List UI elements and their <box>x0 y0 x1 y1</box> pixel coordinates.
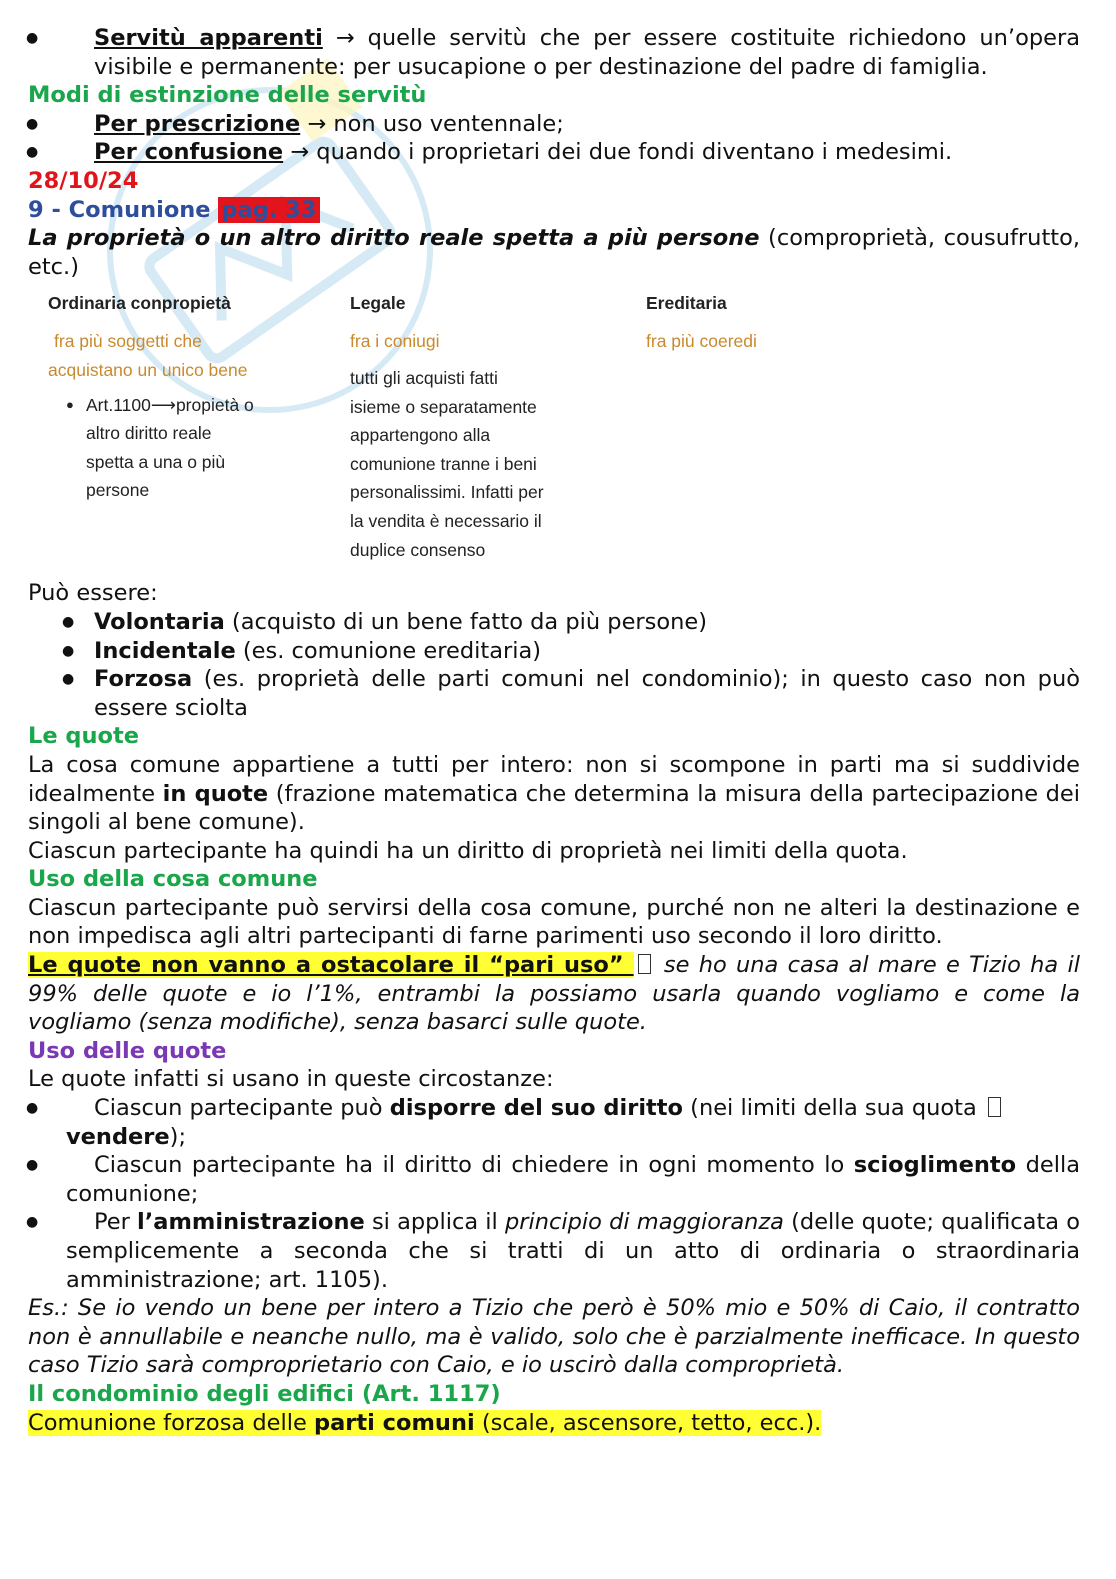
bullet-line: Art.1100⟶propietà o <box>86 394 254 415</box>
highlight-text <box>28 1410 821 1436</box>
text: (nei limiti della sua quota <box>683 1095 984 1122</box>
heading-quote: Le quote <box>28 723 140 750</box>
term: Per confusione <box>94 139 284 166</box>
bullet-icon: ● <box>26 1214 39 1231</box>
col-header: Ereditaria <box>646 293 727 314</box>
text-bold: in quote <box>162 780 269 807</box>
comunione-types-table <box>28 289 1080 579</box>
item-indent <box>66 1209 94 1235</box>
bullet-icon: ● <box>62 671 75 688</box>
item-text: → non uso ventennale; <box>300 110 564 137</box>
text-bold: disporre del suo diritto <box>389 1095 684 1122</box>
puo-essere-list <box>28 608 1080 722</box>
text-line: isieme o separatamente <box>350 396 537 417</box>
date-label: 28/10/24 <box>28 167 139 194</box>
item-text: (es. proprietà delle parti comuni nel condominio); in questo caso non può essere sciolta <box>94 666 1080 721</box>
text: Per <box>94 1209 138 1236</box>
section-title-text: 9 - Comunione <box>28 196 219 223</box>
bullet-icon: ● <box>26 30 39 46</box>
item-text: (acquisto di un bene fatto da più persone) <box>224 608 708 635</box>
item-text: → quelle servitù che per essere costituite richiedono un’opera visibile e permanente: per usucapione o per destinazione del padre di famiglia. <box>94 25 1081 80</box>
quote-paragraph <box>28 751 1080 837</box>
text: Ciascun partecipante può <box>94 1095 390 1122</box>
item-text: → quando i proprietari dei due fondi diventano i medesimi. <box>283 139 953 166</box>
col-ereditaria <box>646 289 906 356</box>
term-servitu-apparenti: Servitù apparenti <box>94 25 323 51</box>
col-sub: fra i coniugi <box>350 331 440 352</box>
section-title <box>28 196 1080 225</box>
document-page <box>28 24 1080 1437</box>
list-item <box>28 1094 1080 1151</box>
list-item <box>66 391 318 420</box>
list-item: persone <box>86 480 150 501</box>
text-line: la vendita è necessario il <box>350 510 542 531</box>
text-line: duplice consenso <box>350 539 486 560</box>
example-paragraph: Es.: Se io vendo un bene per intero a Tizio che però è 50% mio e 50% di Caio, il contratto non è annullabile e neanche nullo, ma è valido, solo che è parzialmente inefficace. In questo caso Tizio sarà comproprietario con Caio, e io uscirò dalla comproprietà. <box>28 1295 1080 1379</box>
bullet-icon: ● <box>62 642 75 659</box>
col-header: Ordinaria conpropietà <box>48 293 231 314</box>
text: Comunione forzosa delle <box>28 1409 314 1436</box>
item-indent <box>66 1095 94 1121</box>
italic-text: se ho una casa al mare e Tizio ha il 99% delle quote e io l’1%, entrambi la possiamo usarla quando vogliamo e come la vogliamo (senza modifiche), senza basarci sulle quote. <box>28 952 1080 1036</box>
term: Volontaria <box>94 608 225 635</box>
list-item <box>28 24 1080 81</box>
bullet-icon: ● <box>62 613 75 630</box>
list-item: spetta a una o più <box>86 451 226 472</box>
definition-rest: (comproprietà, cousufrutto, etc.) <box>28 225 1081 280</box>
uso-example <box>28 951 1080 1037</box>
text: (delle quote; qualificata o semplicemente a seconda che si tratti di un atto di ordinaria o straordinaria amministrazione; art. 1105). <box>66 1209 1080 1293</box>
bullet-icon: ● <box>26 1100 39 1117</box>
col-sub: fra più soggetti che <box>54 331 202 352</box>
text: (scale, ascensore, tetto, ecc.). <box>474 1409 822 1436</box>
uso-paragraph: Ciascun partecipante può servirsi della cosa comune, purché non ne alteri la destinazione e non impedisca agli altri partecipanti di farne parimenti uso secondo il loro diritto. <box>28 894 1080 950</box>
quote-paragraph-2: Ciascun partecipante ha quindi ha un diritto di proprietà nei limiti della quota. <box>28 837 908 864</box>
uso-quote-list <box>28 1094 1080 1294</box>
intro-list <box>28 24 1080 81</box>
text-line: tutti gli acquisti fatti <box>350 367 498 388</box>
col-legale <box>350 289 620 564</box>
list-item <box>28 1151 1080 1208</box>
text: (frazione matematica che determina la misura della partecipazione dei singoli al bene comune). <box>28 780 1080 836</box>
heading-condominio: Il condominio degli edifici (Art. 1117) <box>28 1380 501 1407</box>
text-line: personalissimi. Infatti per <box>350 482 544 503</box>
list-item <box>28 110 1080 139</box>
condominio-paragraph <box>28 1409 1080 1438</box>
col-header: Legale <box>350 293 406 314</box>
bullet-icon: ● <box>26 144 39 161</box>
estinzione-list <box>28 110 1080 167</box>
list-item <box>28 665 1080 722</box>
heading-uso-quote: Uso delle quote <box>28 1037 227 1064</box>
text-line: comunione tranne i beni <box>350 453 537 474</box>
bullet-icon: ● <box>66 396 74 412</box>
list-item <box>28 1208 1080 1294</box>
term: Incidentale <box>94 637 236 664</box>
term: Forzosa <box>94 666 193 693</box>
uso-quote-intro: Le quote infatti si usano in queste circostanze: <box>28 1066 554 1093</box>
list-item <box>28 608 1080 637</box>
bullet-icon: ● <box>26 1157 39 1174</box>
text-bold: parti comuni <box>314 1409 475 1436</box>
list-item: altro diritto reale <box>86 423 212 444</box>
col-sub: fra più coeredi <box>646 331 757 352</box>
text-bold: vendere <box>66 1123 170 1150</box>
bullet-icon: ● <box>26 115 39 132</box>
list-item <box>28 637 1080 666</box>
col-body <box>350 364 620 564</box>
arrow-placeholder-icon <box>988 1097 1001 1117</box>
definition <box>28 224 1080 281</box>
item-indent <box>66 1152 94 1178</box>
text-line: appartengono alla <box>350 425 491 446</box>
arrow-placeholder-icon <box>638 954 651 974</box>
text: Ciascun partecipante ha il diritto di chiedere in ogni momento lo <box>94 1152 854 1179</box>
heading-uso: Uso della cosa comune <box>28 866 318 893</box>
item-text: (es. comunione ereditaria) <box>235 637 542 664</box>
col-bullets <box>48 391 318 505</box>
text: si applica il <box>364 1209 505 1236</box>
text-bold: scioglimento <box>853 1152 1017 1179</box>
page-tag: pag. 33 <box>218 197 319 223</box>
term: Per prescrizione <box>94 110 301 137</box>
heading-estinzione: Modi di estinzione delle servitù <box>28 82 427 109</box>
text-bold: l’amministrazione <box>137 1209 365 1236</box>
highlight-text: Le quote non vanno a ostacolare il “pari uso” <box>28 952 634 979</box>
italic-text: principio di maggioranza <box>504 1209 784 1236</box>
list-item <box>28 138 1080 167</box>
puo-essere-intro: Può essere: <box>28 580 158 607</box>
definition-bold: La proprietà o un altro diritto reale spetta a più persone <box>28 225 760 252</box>
col-sub: acquistano un unico bene <box>48 359 248 380</box>
text: La cosa comune appartiene a tutti per intero: non si scompone in parti ma si suddivide idealmente <box>28 751 1080 807</box>
col-ordinaria <box>48 289 318 505</box>
text: ); <box>169 1123 187 1150</box>
text: della comunione; <box>66 1152 1080 1207</box>
